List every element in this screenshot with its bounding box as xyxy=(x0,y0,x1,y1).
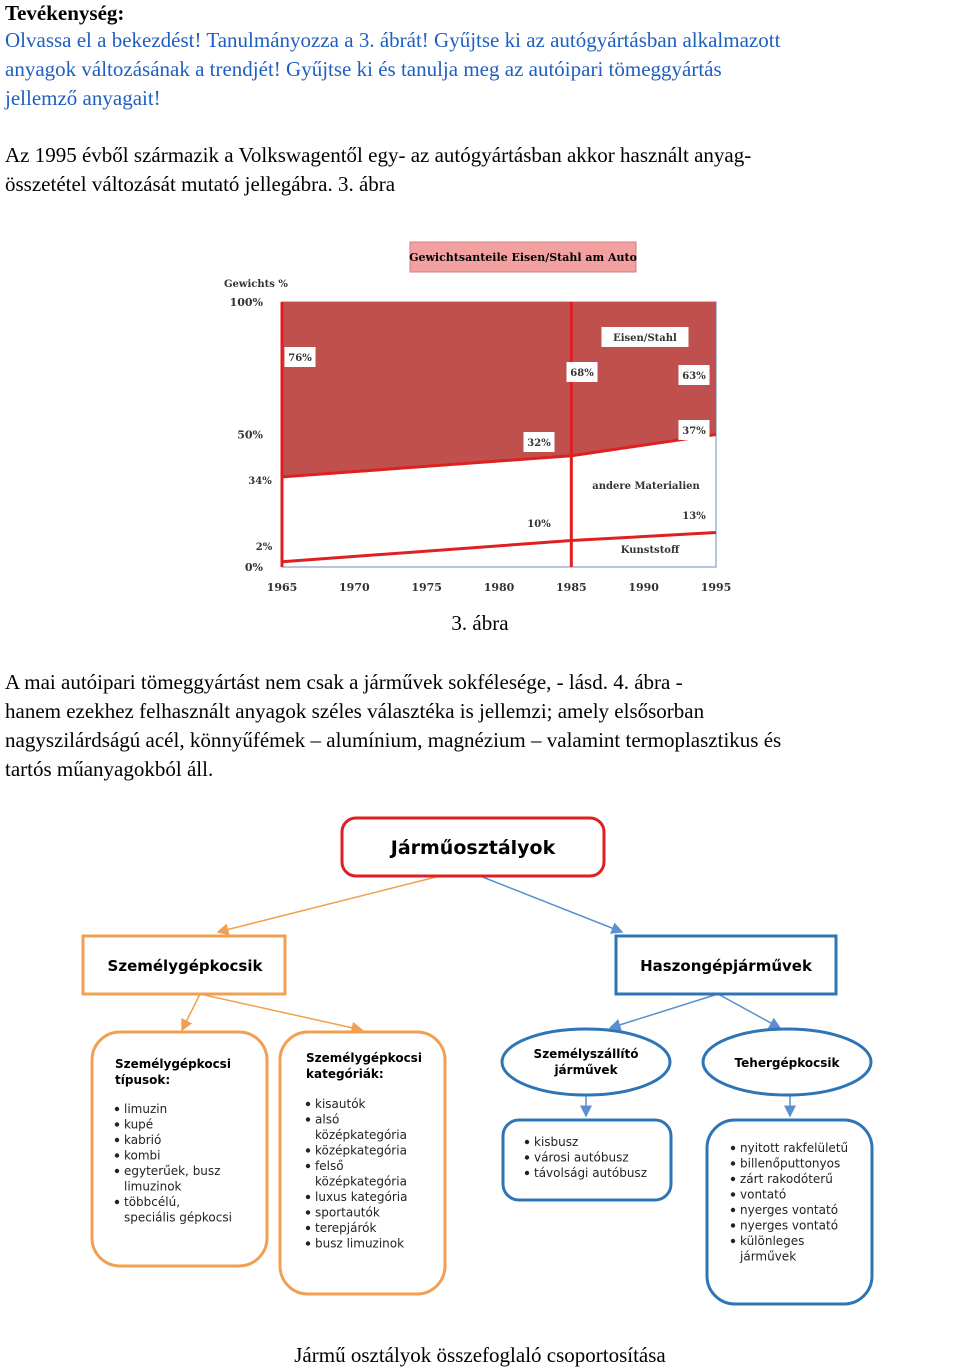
x-tick-label: 1980 xyxy=(483,581,515,594)
car-types-title-1: Személygépkocsi xyxy=(115,1057,231,1071)
list-item: limuzinok xyxy=(124,1179,182,1194)
root-node-label: Járműosztályok xyxy=(390,837,556,859)
bullet-dot xyxy=(525,1155,529,1159)
instruction-line-2: anyagok változásának a trendjét! Gyűjtse ki és tanulja meg az autóipari tömeggyártás xyxy=(5,57,722,81)
x-tick-label: 1965 xyxy=(266,581,298,594)
bullet-dot xyxy=(306,1148,310,1152)
x-tick-label: 1990 xyxy=(628,581,659,594)
bullet-dot xyxy=(115,1200,119,1204)
bullet-dot xyxy=(115,1153,119,1157)
car-categories-title-1: Személygépkocsi xyxy=(306,1051,422,1065)
list-item: zárt rakodóterű xyxy=(740,1172,833,1186)
chart-title: Gewichtsanteile Eisen/Stahl am Auto xyxy=(409,251,637,264)
legend-steel: Eisen/Stahl xyxy=(613,333,677,344)
label-1985-steel: 68% xyxy=(570,368,594,379)
y-tick-label: 100% xyxy=(229,296,263,309)
list-item: speciális gépkocsi xyxy=(124,1210,232,1225)
list-item: középkategória xyxy=(315,1128,407,1142)
list-item: felső xyxy=(315,1159,344,1173)
bullet-dot xyxy=(306,1102,310,1106)
list-item: kisbusz xyxy=(534,1135,579,1149)
label-1965-steel: 76% xyxy=(288,353,312,364)
label-1995-other: 37% xyxy=(682,426,706,437)
list-item: luxus kategória xyxy=(315,1190,408,1204)
list-item: nyerges vontató xyxy=(740,1218,839,1233)
vehicle-class-diagram xyxy=(0,810,960,1330)
list-item: kabrió xyxy=(124,1133,162,1147)
right-to-passenger-arrow xyxy=(610,994,718,1028)
bullet-dot xyxy=(306,1117,310,1121)
bullet-dot xyxy=(731,1146,735,1150)
bullet-dot xyxy=(731,1192,735,1196)
list-item: nyerges vontató xyxy=(740,1203,839,1217)
label-1985-other: 32% xyxy=(527,438,551,449)
car-categories-title-2: kategóriák: xyxy=(306,1067,384,1081)
passenger-transport-title-1: Személyszállító xyxy=(533,1047,639,1061)
passenger-transport-title-2: járművek xyxy=(554,1063,618,1077)
label-1965-plastic: 2% xyxy=(255,542,273,553)
list-item: középkategória xyxy=(315,1174,407,1189)
x-tick-label: 1985 xyxy=(556,581,587,594)
bullet-dot xyxy=(306,1210,310,1214)
passenger-transport-node xyxy=(502,1029,670,1095)
bullet-dot xyxy=(306,1226,310,1230)
bullet-dot xyxy=(731,1239,735,1243)
list-item: terepjárók xyxy=(315,1221,377,1235)
list-item: billenőputtonyos xyxy=(740,1156,841,1171)
y-tick-label: 50% xyxy=(237,428,263,442)
body-line-1: A mai autóipari tömeggyártást nem csak a járművek sokfélesége, - lásd. 4. ábra - xyxy=(5,670,683,694)
bullet-dot xyxy=(306,1195,310,1199)
list-item: vontató xyxy=(740,1187,787,1202)
root-to-left-arrow xyxy=(218,876,440,932)
right-to-truck-arrow xyxy=(718,994,780,1028)
label-1965-other: 34% xyxy=(248,476,272,487)
body-line-4: tartós műanyagokból áll. xyxy=(5,757,214,781)
list-item: kisautók xyxy=(315,1097,366,1111)
bullet-dot xyxy=(731,1161,735,1165)
bullet-dot xyxy=(115,1122,119,1126)
bullet-dot xyxy=(115,1107,119,1111)
list-item: városi autóbusz xyxy=(534,1150,629,1165)
list-item: limuzin xyxy=(124,1102,168,1116)
figure-3-caption: 3. ábra xyxy=(451,611,509,635)
label-1995-steel: 63% xyxy=(682,371,706,382)
root-to-right-arrow xyxy=(480,876,622,932)
list-item: alsó xyxy=(315,1112,340,1127)
list-item: egyterűek, busz xyxy=(124,1164,221,1178)
bullet-dot xyxy=(115,1169,119,1173)
y-tick-label: 0% xyxy=(244,561,263,574)
intro-line-2: összetétel változását mutató jellegábra. 3. ábra xyxy=(5,172,396,196)
bullet-dot xyxy=(731,1208,735,1212)
left-to-types-arrow xyxy=(182,994,200,1030)
x-tick-label: 1975 xyxy=(411,581,442,594)
x-tick-label: 1995 xyxy=(700,581,732,594)
list-item: távolsági autóbusz xyxy=(534,1166,647,1180)
bullet-dot xyxy=(525,1140,529,1144)
list-item: kupé xyxy=(124,1117,154,1132)
y-axis-label: Gewichts % xyxy=(224,279,288,290)
instruction-line-3: jellemző anyagait! xyxy=(5,86,161,110)
passenger-car-label: Személygépkocsik xyxy=(107,957,263,975)
list-item: középkategória xyxy=(315,1143,407,1158)
list-item: többcélú, xyxy=(124,1195,181,1209)
truck-title: Tehergépkocsik xyxy=(734,1056,840,1070)
legend-other: andere Materialien xyxy=(592,481,700,492)
figure-4-caption: Jármű osztályok összefoglaló csoportosítása xyxy=(294,1343,666,1367)
list-item: kombi xyxy=(124,1148,161,1163)
list-item: különleges xyxy=(740,1234,805,1248)
activity-heading: Tevékenység: xyxy=(5,1,125,25)
utility-vehicle-label: Haszongépjárművek xyxy=(640,957,812,975)
bullet-dot xyxy=(731,1177,735,1181)
x-tick-label: 1970 xyxy=(339,581,370,594)
label-1985-plastic: 10% xyxy=(527,519,551,530)
car-types-title-2: típusok: xyxy=(115,1073,171,1087)
bullet-dot xyxy=(306,1241,310,1245)
list-item: nyitott rakfelületű xyxy=(740,1141,849,1155)
bullet-dot xyxy=(525,1171,529,1175)
body-line-3: nagyszilárdságú acél, könnyűfémek – alumínium, magnézium – valamint termoplasztikus és xyxy=(5,728,782,752)
list-item: busz limuzinok xyxy=(315,1236,405,1251)
instruction-line-1: Olvassa el a bekezdést! Tanulmányozza a 3. ábrát! Gyűjtse ki az autógyártásban alkalmazott xyxy=(5,28,781,52)
bullet-dot xyxy=(731,1223,735,1227)
list-item: sportautók xyxy=(315,1205,380,1220)
bullet-dot xyxy=(115,1138,119,1142)
left-to-categories-arrow xyxy=(200,994,362,1030)
body-line-2: hanem ezekhez felhasznált anyagok széles választéka is jellemzi; amely elsősorban xyxy=(5,699,705,723)
bullet-dot xyxy=(306,1164,310,1168)
intro-line-1: Az 1995 évből származik a Volkswagentől egy- az autógyártásban akkor használt anyag- xyxy=(5,143,752,167)
material-share-chart xyxy=(0,230,960,610)
label-1995-plastic: 13% xyxy=(682,511,706,522)
list-item: járművek xyxy=(740,1249,797,1264)
legend-plastic: Kunststoff xyxy=(620,545,680,556)
